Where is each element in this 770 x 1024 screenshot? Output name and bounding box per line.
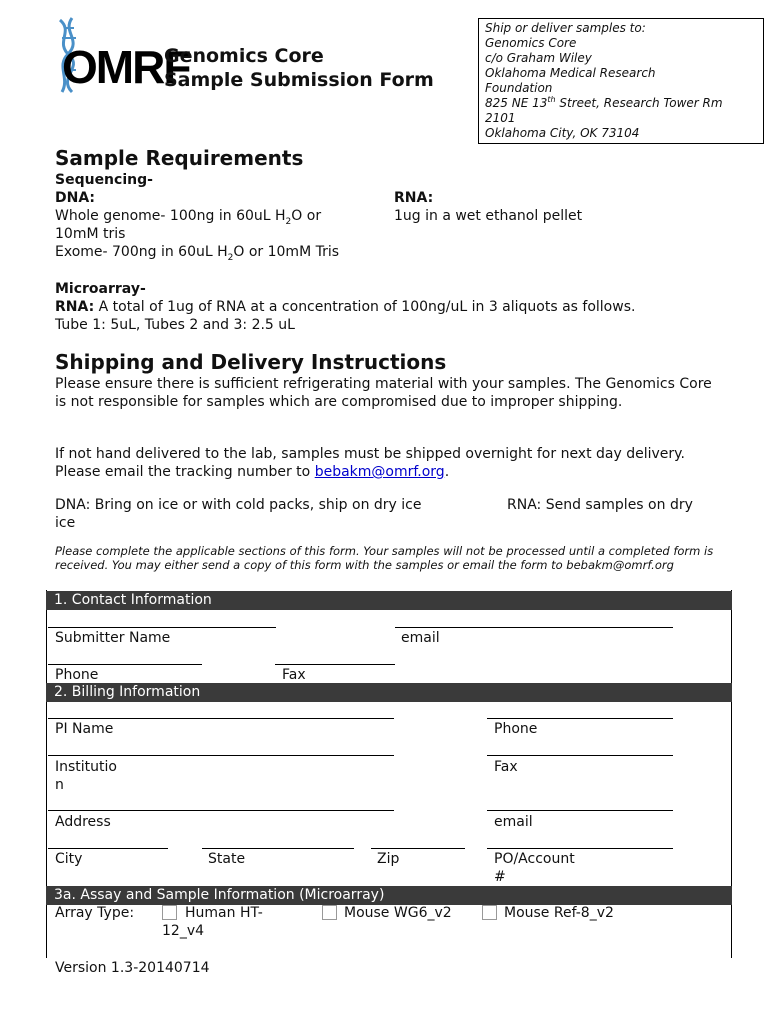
mouse-wg6-label: Mouse WG6_v2	[344, 905, 452, 921]
contact-section-bar: 1. Contact Information	[46, 591, 732, 610]
microarray-tubes-line: Tube 1: 5uL, Tubes 2 and 3: 2.5 uL	[55, 317, 295, 333]
sequencing-label: Sequencing-	[55, 172, 153, 188]
institution-label-line: n	[55, 777, 64, 793]
contact-fax-label: Fax	[282, 667, 306, 683]
pi-name-label: PI Name	[55, 721, 114, 737]
contact-phone-input[interactable]	[48, 664, 202, 665]
subscript: 2	[285, 216, 292, 227]
rna-requirement-line: 1ug in a wet ethanol pellet	[394, 208, 583, 224]
billing-fax-label: Fax	[494, 759, 518, 775]
zip-label: Zip	[377, 851, 400, 867]
mouse-ref8-checkbox[interactable]	[482, 905, 497, 920]
contact-email-input[interactable]	[395, 627, 673, 628]
shipping-text: .	[444, 464, 450, 480]
submitter-name-label: Submitter Name	[55, 630, 171, 646]
billing-email-input[interactable]	[487, 810, 673, 811]
microarray-label: Microarray-	[55, 281, 146, 297]
sample-requirements-heading: Sample Requirements	[55, 146, 304, 170]
state-input[interactable]	[202, 848, 354, 849]
exome-requirement-line	[55, 243, 339, 267]
microarray-rna-label: RNA:	[55, 299, 95, 315]
address-line: c/o Graham Wiley	[485, 51, 592, 65]
address-line: Genomics Core	[485, 36, 577, 50]
mouse-wg6-checkbox[interactable]	[322, 905, 337, 920]
dna-label: DNA:	[55, 190, 96, 206]
rna-shipping-line: RNA: Send samples on dry	[507, 497, 693, 513]
street-suffix: th	[547, 95, 556, 104]
microarray-rna-text: A total of 1ug of RNA at a concentration of 100ng/uL in 3 aliquots as follows.	[94, 299, 636, 315]
contact-phone-label: Phone	[55, 667, 99, 683]
city-input[interactable]	[48, 848, 168, 849]
human-ht12-label-cont: 12_v4	[162, 923, 205, 939]
shipping-paragraph	[55, 445, 725, 481]
institution-label-line: Institutio	[55, 759, 117, 775]
human-ht12-label: Human HT-	[185, 905, 263, 921]
exome-line-text: O or 10mM Tris	[233, 244, 340, 260]
billing-email-label: email	[494, 814, 533, 830]
street-number: 825 NE 13	[485, 96, 548, 110]
address-input[interactable]	[48, 810, 394, 811]
address-line: Ship or deliver samples to:	[485, 21, 646, 35]
shipping-heading: Shipping and Delivery Instructions	[55, 350, 447, 374]
dna-shipping-line: DNA: Bring on ice or with cold packs, ship on dry ice	[55, 497, 422, 513]
po-account-label-line: #	[494, 869, 506, 885]
address-line: Oklahoma City, OK 73104	[485, 126, 640, 140]
city-label: City	[55, 851, 83, 867]
pi-name-input[interactable]	[48, 718, 394, 719]
billing-fax-input[interactable]	[487, 755, 673, 756]
contact-fax-input[interactable]	[275, 664, 395, 665]
institution-label	[55, 758, 117, 794]
shipping-address-box	[478, 18, 764, 144]
dna-requirement-line: 10mM tris	[55, 226, 126, 242]
zip-input[interactable]	[371, 848, 465, 849]
exome-line-text: Exome- 700ng in 60uL H	[55, 244, 228, 260]
version-footer: Version 1.3-20140714	[55, 960, 210, 976]
address-label: Address	[55, 814, 111, 830]
address-line: Foundation	[485, 81, 553, 95]
shipping-text: If not hand delivered to the lab, samples must be shipped overnight for next day delivery. Please email the tracking number to	[55, 446, 685, 480]
po-account-label	[494, 850, 575, 886]
po-account-label-line: PO/Account	[494, 851, 575, 867]
tracking-email-link[interactable]: bebakm@omrf.org	[314, 464, 445, 480]
address-line: 2101	[485, 111, 516, 125]
form-title	[164, 44, 434, 92]
rna-label: RNA:	[394, 190, 434, 206]
dna-shipping-line: ice	[55, 515, 76, 531]
state-label: State	[208, 851, 246, 867]
array-type-label: Array Type:	[55, 905, 135, 921]
title-line-1: Genomics Core	[164, 45, 324, 67]
microarray-rna-line	[55, 298, 635, 316]
po-account-input[interactable]	[487, 848, 673, 849]
institution-input[interactable]	[48, 755, 394, 756]
form-instructions-note: Please complete the applicable sections of this form. Your samples will not be processed until a completed form is received. You may either send a copy of this form with the samples or email the form to bebakm@omrf.org	[55, 544, 714, 572]
address-line: Oklahoma Medical Research	[485, 66, 656, 80]
title-line-2: Sample Submission Form	[164, 69, 434, 91]
billing-phone-input[interactable]	[487, 718, 673, 719]
assay-section-bar: 3a. Assay and Sample Information (Microarray)	[46, 886, 732, 905]
submitter-name-input[interactable]	[48, 627, 276, 628]
billing-phone-label: Phone	[494, 721, 538, 737]
address-line	[485, 96, 757, 111]
subscript: 2	[227, 252, 234, 263]
billing-section-bar: 2. Billing Information	[46, 683, 732, 702]
omrf-logo-text: OMRF	[62, 41, 190, 93]
contact-email-label: email	[401, 630, 440, 646]
mouse-ref8-label: Mouse Ref-8_v2	[504, 905, 614, 921]
dna-line-text: O or	[291, 208, 322, 224]
shipping-paragraph: Please ensure there is sufficient refrigerating material with your samples. The Genomics Core is not responsible for samples which are compromised due to improper shipping.	[55, 376, 712, 410]
dna-line-text: Whole genome- 100ng in 60uL H	[55, 208, 286, 224]
street-rest: Street, Research Tower Rm	[555, 96, 723, 110]
